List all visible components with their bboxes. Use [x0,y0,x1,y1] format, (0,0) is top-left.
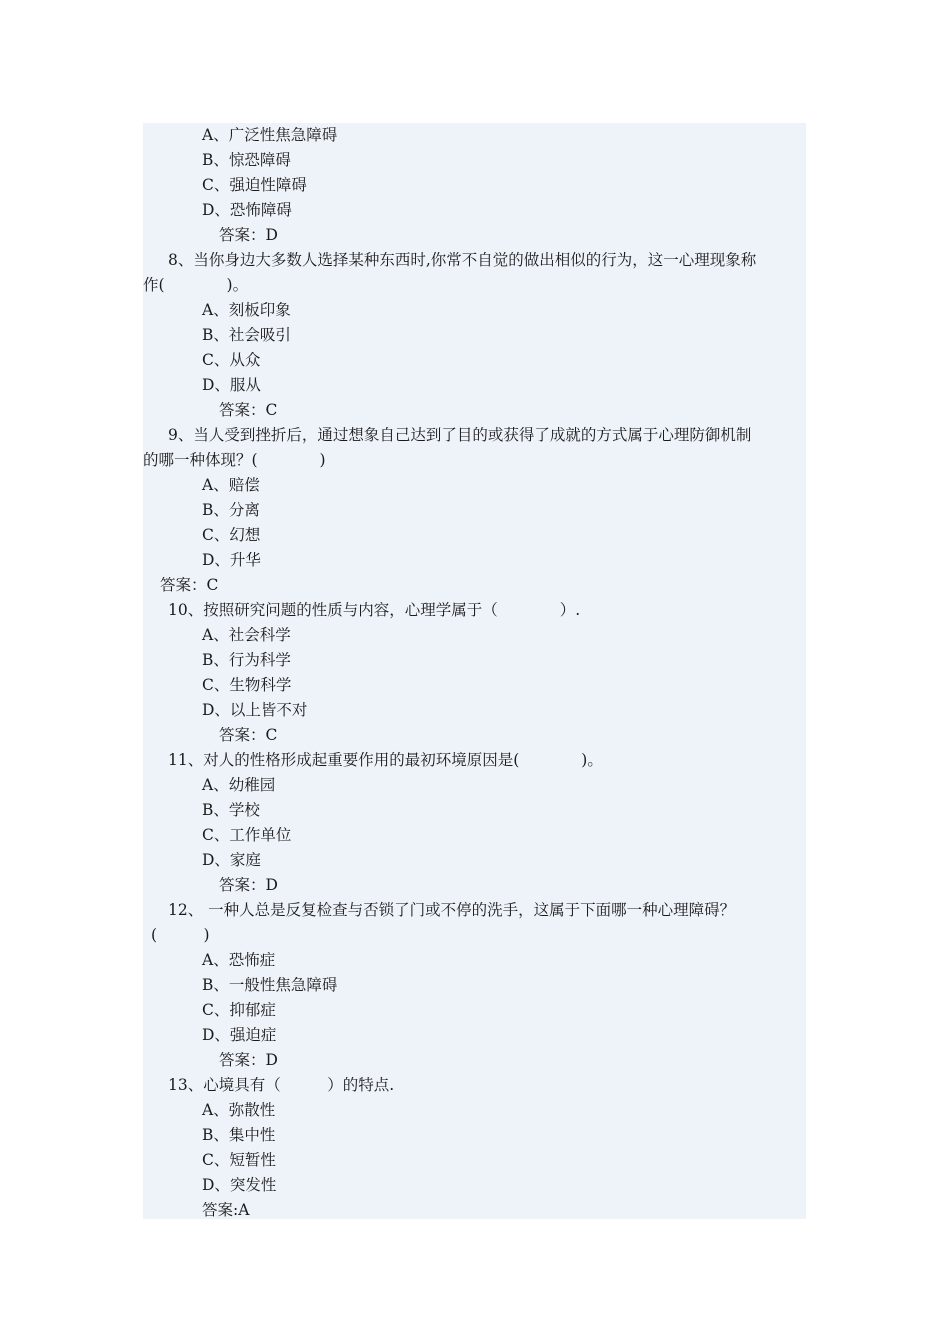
option-line: C、强迫性障碍 [202,176,307,194]
question-11: 11、对人的性格形成起重要作用的最初环境原因是( )。 [168,751,603,769]
option-line: B、惊恐障碍 [202,151,291,169]
option-line: C、工作单位 [202,826,292,844]
option-line: B、学校 [202,801,260,819]
option-line: A、恐怖症 [202,951,276,969]
option-line: C、生物科学 [202,676,292,694]
answer-line: 答案：D [219,876,278,894]
question-13: 13、心境具有（ ）的特点. [168,1076,395,1094]
answer-line: 答案：D [219,1051,278,1069]
option-line: B、行为科学 [202,651,291,669]
option-line: A、幼稚园 [202,776,276,794]
option-line: C、短暂性 [202,1151,276,1169]
answer-line: 答案：D [219,226,278,244]
question-8-continued: 作( )。 [143,276,249,294]
option-line: D、服从 [202,376,261,394]
option-line: B、集中性 [202,1126,276,1144]
option-line: A、社会科学 [202,626,291,644]
option-line: B、社会吸引 [202,326,291,344]
option-line: D、恐怖障碍 [202,201,292,219]
question-8: 8、当你身边大多数人选择某种东西时,你常不自觉的做出相似的行为，这一心理现象称 [168,251,757,269]
option-line: A、刻板印象 [202,301,291,319]
option-line: B、一般性焦急障碍 [202,976,338,994]
option-line: C、从众 [202,351,261,369]
option-line: C、幻想 [202,526,261,544]
option-line: A、弥散性 [202,1101,276,1119]
question-10: 10、按照研究问题的性质与内容，心理学属于（ ）. [168,601,581,619]
question-9-continued: 的哪一种体现？( ) [143,451,326,469]
option-line: B、分离 [202,501,260,519]
option-line: A、广泛性焦急障碍 [202,126,338,144]
option-line: D、升华 [202,551,261,569]
answer-line: 答案：C [219,726,278,744]
answer-line: 答案：C [219,401,278,419]
option-line: D、以上皆不对 [202,701,308,719]
answer-line: 答案:A [202,1201,250,1219]
option-line: C、抑郁症 [202,1001,276,1019]
answer-line: 答案：C [160,576,219,594]
option-line: A、赔偿 [202,476,260,494]
document-content [143,123,806,1219]
option-line: D、强迫症 [202,1026,277,1044]
option-line: D、家庭 [202,851,261,869]
option-line: D、突发性 [202,1176,277,1194]
question-12-continued: ( ) [151,926,210,944]
question-12: 12、 一种人总是反复检查与否锁了门或不停的洗手，这属于下面哪一种心理障碍？ [168,901,736,919]
question-9: 9、当人受到挫折后，通过想象自己达到了目的或获得了成就的方式属于心理防御机制 [168,426,752,444]
